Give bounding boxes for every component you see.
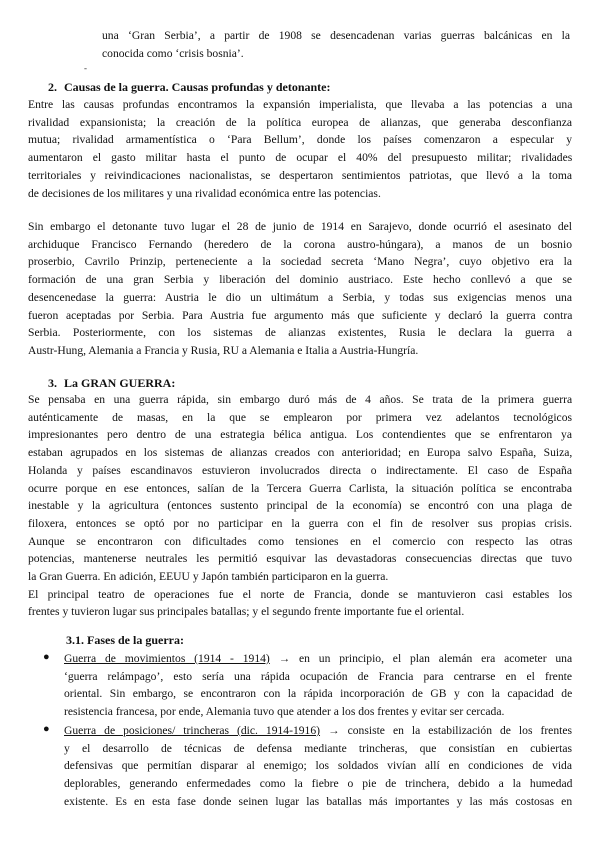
section-title: La GRAN GUERRA:	[64, 376, 176, 390]
text-line: Sin embargo el detonante tuvo lugar el 28 de junio de 1914 en Sarajevo, donde ocurrió el asesinato del	[28, 220, 573, 233]
text-line: de decisiones de los militares y una rivalidad económica entre las potencias.	[28, 186, 381, 200]
text-line: defensivas que permitían disparar al enemigo; los soldados vivían allí en condiciones de vida	[64, 759, 572, 773]
text-line: El principal teatro de operaciones fue el norte de Francia, donde se mantuvieron casi estables los	[28, 587, 573, 601]
phase-label: Guerra de posiciones/ trincheras (dic. 1914-1916)	[64, 724, 321, 737]
text-line: potencias, mantenerse neutrales les permitió esquivar las devastadoras consecuencias directas que tuvo	[28, 552, 573, 566]
trigger-paragraph	[28, 218, 572, 360]
phase-label: Guerra de movimientos (1914 - 1914)	[64, 652, 270, 665]
text-line: frentes y tuvieron lugar sus principales batallas; y el segundo frente importante fue el oriental.	[28, 605, 465, 619]
text-line: ‘guerra relámpago’, esto sería una rápida ocupación de Francia para centrarse en el frente	[64, 669, 572, 683]
text-line: una ‘Gran Serbia’, a partir de 1908 se desencadenan varias guerras balcánicas en la	[102, 29, 570, 42]
phase-text: → en un principio, el plan alemán era acometer una	[269, 652, 573, 665]
text-line: fueron aceptadas por Serbia. Para Austria fue argumento más que suficiente y declaró la guerra contra	[28, 308, 573, 322]
text-line: Holanda y países escandinavos estuvieron involucrados directa o indirectamente. El caso de España	[28, 463, 572, 477]
text-line: territoriales y reivindicaciones nacionalistas, se despertaron sentimientos patriotas, que llevó a la toma	[28, 168, 572, 182]
text-line: archiduque Francisco Fernando (heredero de la corona austro-húngara), a manos de un bosnio	[28, 237, 572, 251]
phase-item-trenches	[64, 722, 572, 811]
causes-paragraph	[28, 96, 572, 202]
text-line: rivalidad expansionista; la creación de la política europea de alianzas, que generaba desconfianza	[28, 115, 572, 129]
text-line: resistencia francesa, por ende, Alemania tuvo que atender a los dos frentes y evitar ser cercada.	[64, 705, 505, 719]
intro-paragraph	[102, 27, 570, 62]
section-2-heading	[48, 79, 330, 95]
text-line: Serbia. Posteriormente, con los sistemas de alianzas existentes, Rusia le declara la guerra a	[28, 326, 573, 340]
text-line: oriental. Sin embargo, se encontraron con la rápida incorporación de GB y con la capacidad de	[64, 687, 573, 701]
section-number: 3.	[48, 376, 57, 390]
text-line	[64, 650, 572, 668]
text-line: y el desarrollo de técnicas de defensa mediante trincheras, que consistían en cubiertas	[64, 741, 572, 755]
text-line: Entre las causas profundas encontramos la expansión imperialista, que llevaba a las potencias a una	[28, 98, 573, 111]
section-3-heading	[48, 375, 175, 391]
section-title: Causas de la guerra. Causas profundas y detonante:	[64, 80, 331, 94]
text-line: estaban agrupados en los sistemas de alianzas creados con anterioridad; en Europa salvo España, Suiza,	[28, 446, 573, 460]
text-line: deplorables, generando enfermedades como la fiebre o pie de trinchera, debido a la humedad	[64, 777, 573, 791]
text-line: aumentaron el gasto militar hasta el punto de ocupar el 40% del presupuesto militar; rivalidades	[28, 151, 573, 165]
text-line: Se pensaba en una guerra rápida, sin embargo duró más de 4 años. Se trata de la primera guerra	[28, 393, 573, 406]
phase-item-movements	[64, 650, 572, 721]
subsection-3-1-heading: 3.1. Fases de la guerra:	[66, 633, 184, 647]
text-line: filoxera, entonces se optó por no participar en la guerra con el fin de resolver sus propias crisis.	[28, 516, 573, 530]
text-line: desencenedase la guerra: Austria le dio un ultimátum a Serbia, y todas sus exigencias menos una	[28, 290, 572, 304]
text-line: inestable y la agricultura (entonces sustento principal de la economía) se encontró con una plaga de	[28, 499, 572, 513]
phase-text: → consiste en la estabilización de los frentes	[320, 724, 572, 737]
text-line: conocida como ‘crisis bosnia’.	[102, 46, 244, 60]
great-war-paragraph	[28, 391, 572, 621]
stray-mark: -	[84, 63, 87, 73]
text-line: formación de una gran Serbia y liberación del dominio austriaco. Este hecho conllevó a que se	[28, 273, 572, 287]
text-line: Austr-Hung, Alemania a Francia y Rusia, RU a Alemania e Italia a Austria-Hungría.	[28, 343, 419, 357]
text-line: auténticamente de masas, en la que se emplearon por primera vez adelantos tecnológicos	[28, 410, 572, 424]
text-line: mutua; rivalidad armamentística o ‘Para Bellum’, donde los países comenzaron a especular y	[28, 133, 572, 147]
text-line	[64, 722, 572, 740]
text-line: impresionantes pero dentro de una estrategia bélica antigua. Los contendientes que se enfrentaron ya	[28, 428, 572, 442]
text-line: proserbio, Cavrilo Prinzip, perteneciente a la sociedad secreta ‘Mano Negra’, cuyo objetivo era la	[28, 255, 572, 269]
text-line: ocurre porque en ese entonces, salían de la Tercera Guerra Carlista, la situación política se encontraba	[28, 481, 572, 495]
bullet-dot: ●	[43, 723, 50, 735]
section-number: 2.	[48, 80, 57, 94]
text-line: existente. Es en esta fase donde seinen lugar las batallas más importantes y las más costosas en	[64, 794, 573, 808]
text-line: la Gran Guerra. En adición, EEUU y Japón también participaron en la guerra.	[28, 570, 389, 584]
text-line: Aunque se encontraron con dificultades como tensiones en el comercio con respecto las otras	[28, 534, 573, 548]
bullet-dot: ●	[43, 651, 50, 663]
